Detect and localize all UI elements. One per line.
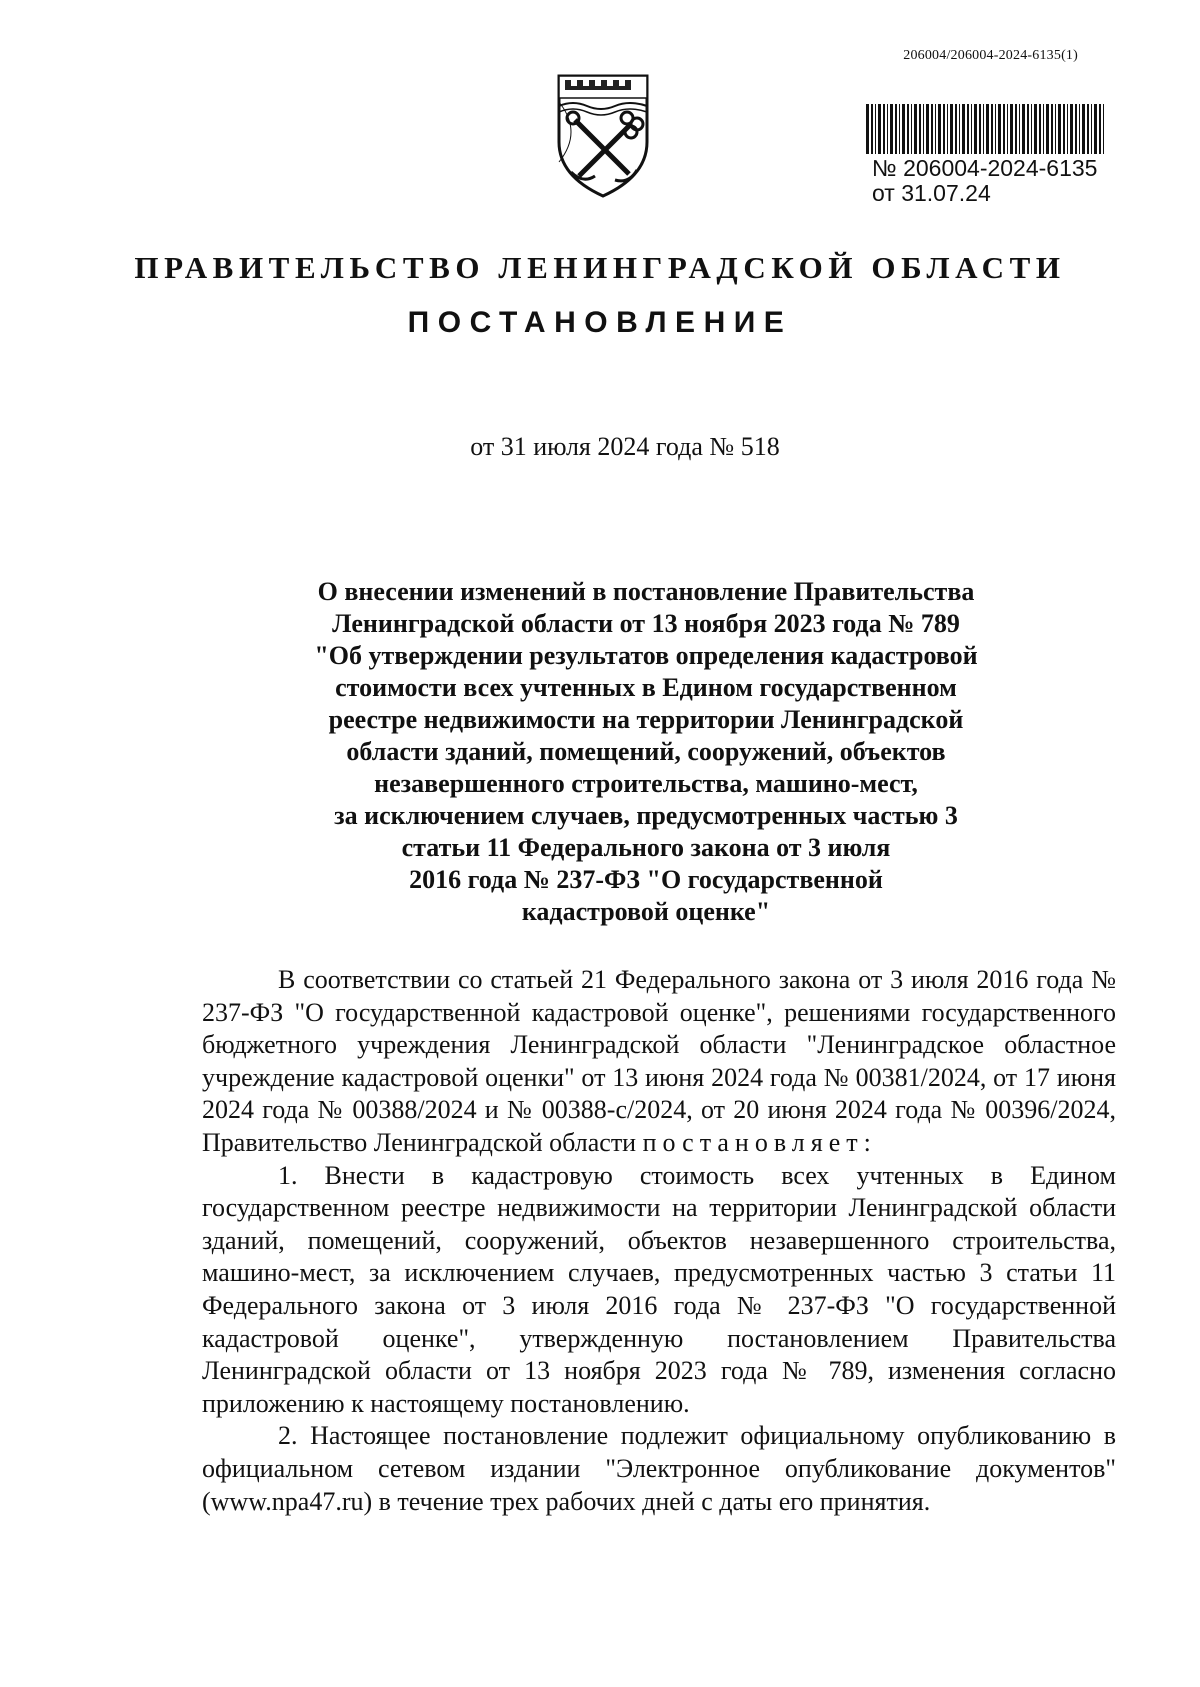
leningrad-oblast-coat-of-arms-icon [553, 72, 653, 200]
registration-number: № 206004-2024-6135 [872, 155, 1098, 181]
document-date-number: от 31 июля 2024 года № 518 [470, 432, 780, 461]
barcode-icon [864, 104, 1110, 154]
subject-line: О внесении изменений в постановление Правительства [317, 577, 975, 606]
subject-line: незавершенного строительства, машино-мест, [374, 769, 918, 798]
document-id: 206004/206004-2024-6135(1) [903, 48, 1078, 63]
government-title: ПРАВИТЕЛЬСТВО ЛЕНИНГРАДСКОЙ ОБЛАСТИ [134, 250, 1066, 285]
subject-line: за исключением случаев, предусмотренных частью 3 [334, 801, 958, 830]
resolves-word: постановляет: [642, 1127, 877, 1157]
subject-line: стоимости всех учтенных в Едином государственном [335, 673, 957, 702]
subject-line: Ленинградской области от 13 ноября 2023 года № 789 [332, 609, 960, 638]
registration-date: от 31.07.24 [872, 180, 991, 206]
item-1-paragraph: 1. Внести в кадастровую стоимость всех учтенных в Едином государственном реестре недвижимости на территории Ленинградской области зданий, помещений, сооружений, объектов незавершенного строительства, машино-мест, за исключением случаев, предусмотренных частью 3 статьи 11 Федерального закона от 3 июля 2016 года № 237-ФЗ "О государственной кадастровой оценке", утвержденную постановлением Правительства Ленинградской области от 13 ноября 2023 года № 789, изменения согласно приложению к настоящему постановлению. [202, 1160, 1116, 1418]
subject-line: "Об утверждении результатов определения кадастровой [314, 641, 978, 670]
subject-line: реестре недвижимости на территории Ленинградской [328, 705, 964, 734]
preamble-text: В соответствии со статьей 21 Федерального закона от 3 июля 2016 года № 237-ФЗ "О государственной кадастровой оценке", решениями государственного бюджетного учреждения Ленинградской области "Ленинградское областное учреждение кадастровой оценки" от 13 июня 2024 года № 00381/2024, от 17 июня 2024 года № 00388/2024 и № 00388-с/2024, от 20 июня 2024 года № 00396/2024, Правительство Ленинградской области [202, 965, 1116, 1157]
item-2-paragraph: 2. Настоящее постановление подлежит официальному опубликованию в официальном сетевом издании "Электронное опубликование документов" (www.npa47.ru) в течение трех рабочих дней с даты его принятия. [202, 1421, 1116, 1516]
document-body [202, 964, 1116, 1518]
preamble-paragraph [202, 964, 1116, 1160]
document-type: ПОСТАНОВЛЕНИЕ [407, 306, 793, 339]
subject-line: кадастровой оценке" [521, 897, 771, 926]
document-subject [276, 576, 1016, 928]
registration-stamp [872, 156, 1097, 206]
subject-line: 2016 года № 237-ФЗ "О государственной [409, 865, 883, 894]
subject-line: статьи 11 Федерального закона от 3 июля [401, 833, 891, 862]
subject-line: области зданий, помещений, сооружений, объектов [346, 737, 946, 766]
